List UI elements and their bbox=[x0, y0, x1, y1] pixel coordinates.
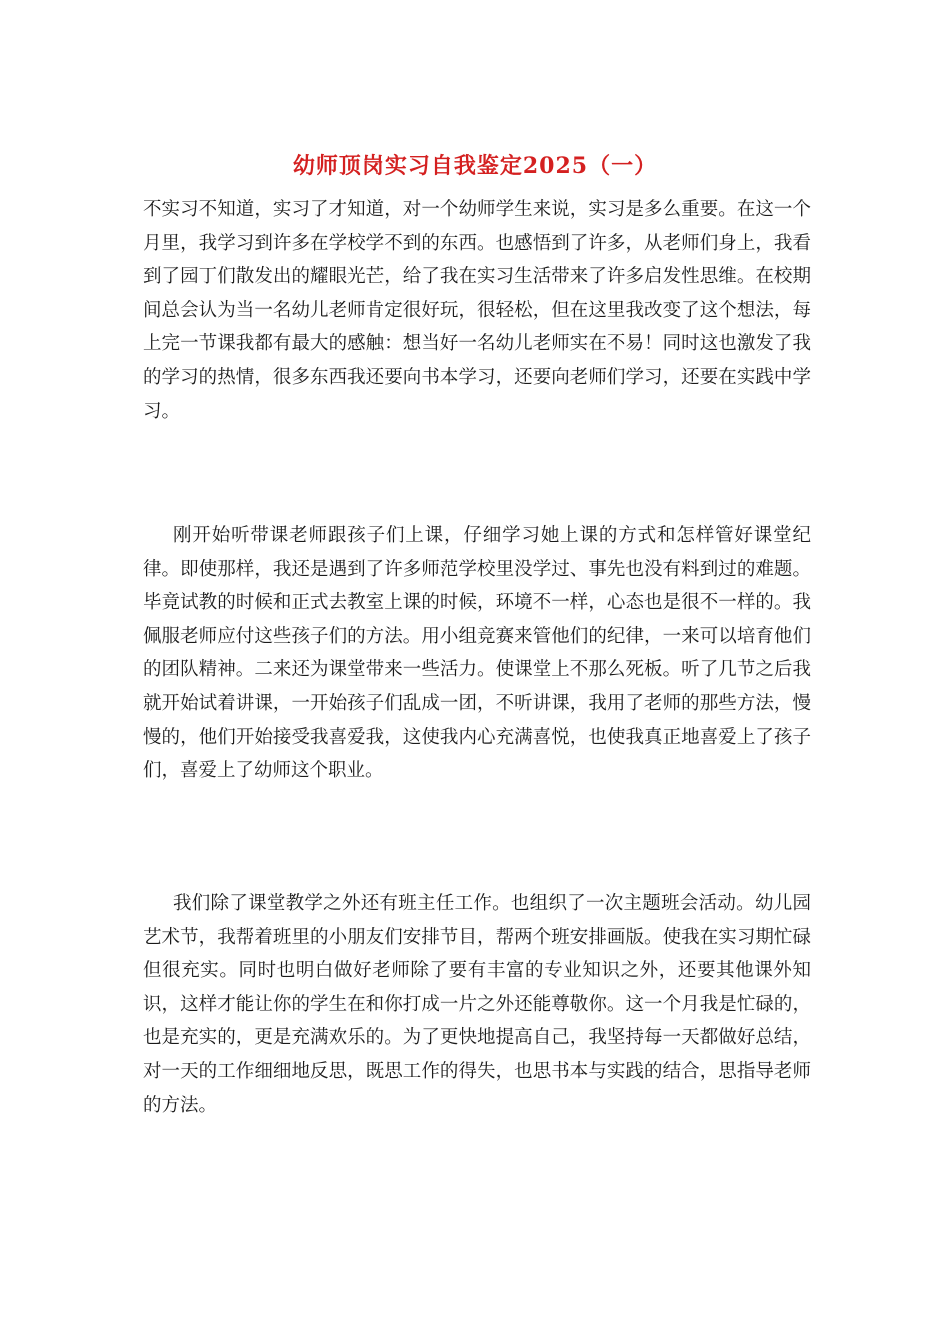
document-title: 幼师顶岗实习自我鉴定2025（一） bbox=[292, 153, 658, 179]
paragraph-1: 不实习不知道，实习了才知道，对一个幼师学生来说，实习是多么重要。在这一个月里，我学习到许多在学校学不到的东西。也感悟到了许多，从老师们身上，我看到了园丁们散发出的耀眼光芒，给了我在实习生活带来了许多启发性思维。在校期间总会认为当一名幼儿老师肯定很好玩，很轻松，但在这里我改变了这个想法，每上完一节课我都有最大的感触：想当好一名幼儿老师实在不易！同时这也激发了我的学习的热情，很多东西我还要向书本学习，还要向老师们学习，还要在实践中学习。 bbox=[143, 199, 811, 422]
paragraph-3: 我们除了课堂教学之外还有班主任工作。也组织了一次主题班会活动。幼儿园艺术节，我帮着班里的小朋友们安排节目，帮两个班安排画版。使我在实习期忙碌但很充实。同时也明白做好老师除了要有丰富的专业知识之外，还要其他课外知识，这样才能让你的学生在和你打成一片之外还能尊敬你。这一个月我是忙碌的，也是充实的，更是充满欢乐的。为了更快地提高自己，我坚持每一天都做好总结，对一天的工作细细地反思，既思工作的得失，也思书本与实践的结合，思指导老师的方法。 bbox=[143, 893, 811, 1116]
paragraph-2: 刚开始听带课老师跟孩子们上课，仔细学习她上课的方式和怎样管好课堂纪律。即使那样，我还是遇到了许多师范学校里没学过、事先也没有料到过的难题。毕竟试教的时候和正式去教室上课的时候，环境不一样，心态也是很不一样的。我佩服老师应付这些孩子们的方法。用小组竞赛来管他们的纪律，一来可以培育他们的团队精神。二来还为课堂带来一些活力。使课堂上不那么死板。听了几节之后我就开始试着讲课，一开始孩子们乱成一团，不听讲课，我用了老师的那些方法，慢慢的，他们开始接受我喜爱我，这使我内心充满喜悦，也使我真正地喜爱上了孩子们，喜爱上了幼师这个职业。 bbox=[143, 525, 811, 782]
